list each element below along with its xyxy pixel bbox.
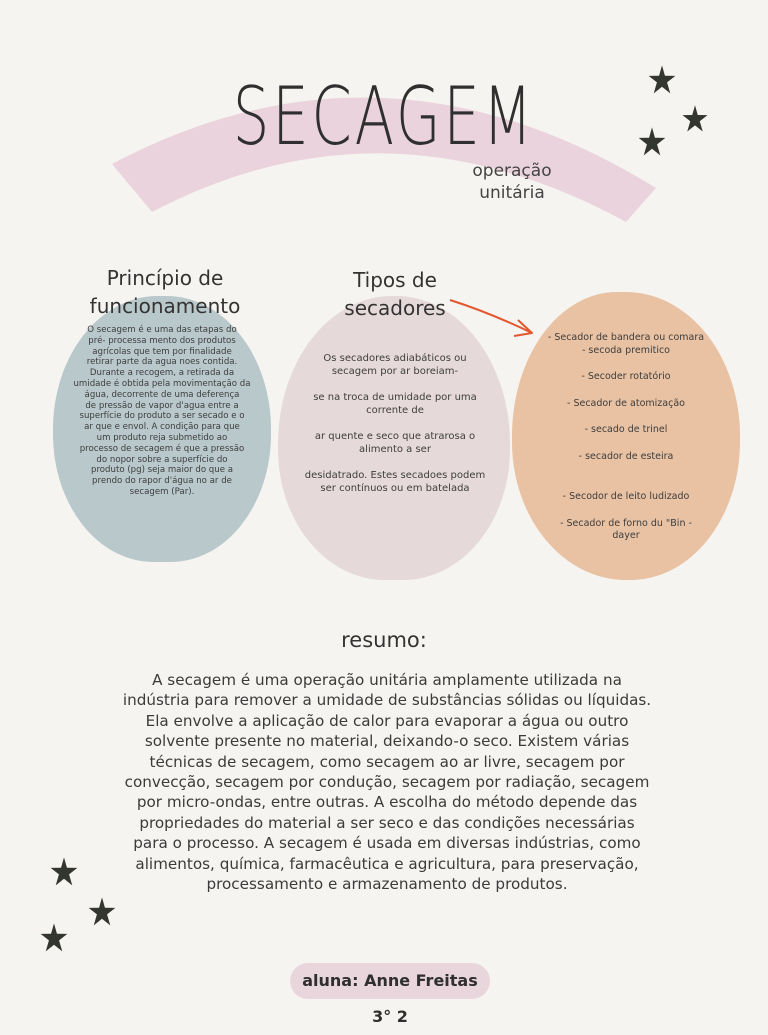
star-icon — [48, 856, 80, 888]
page-subtitle: operação unitária — [472, 161, 552, 203]
types-text — [300, 352, 490, 508]
star-icon — [38, 922, 70, 954]
types-paragraph: desidatrado. Estes secadoes podem ser contínuos ou em batelada — [304, 470, 486, 494]
list-item: - Secodor de leito ludizado — [562, 491, 690, 502]
summary-heading: resumo: — [341, 628, 427, 652]
principle-text: O secagem é e uma das etapas do pré- processa mento dos produtos agrícolas que tem por finalidade retirar parte da agua noes contida. Durante a recogem, a retirada da umidade é obtida pela movimentação da água, decorrente de uma deferença de pressão de vapor d'agua entre a superfície do produto a ser secado e o ar que e envol. A condição para que um produto reja submetido ao processo de secagem é que a pressão do nopor sobre a superfície do produto (pg) seja maior do que a prendo do rapor d'água no ar de secagem (Par). — [73, 325, 251, 497]
list-item: - Secador de forno du "Bin - dayer — [560, 517, 692, 541]
list-item: - Secoder rotatório — [581, 371, 671, 382]
list-item: - Secador de atomização — [567, 397, 685, 409]
types-paragraph: se na troca de umidade por uma corrente de — [313, 392, 477, 416]
dryer-list — [530, 332, 722, 543]
list-item: - secado de trinel — [584, 424, 668, 435]
types-heading: Tipos de secadores — [344, 268, 446, 320]
summary-text: A secagem é uma operação unitária amplamente utilizada na indústria para remover a umidade de substâncias sólidas ou líquidas. Ela envolve a aplicação de calor para evaporar a água ou outro solvente presente no material, deixando-o seco. Existem várias técnicas de secagem, como secagem ao ar livre, secagem por convecção, secagem por condução, secagem por radiação, secagem por micro-ondas, entre outras. A escolha do método depende das propriedades do material a ser seco e das condições necessárias para o processo. A secagem é usada em diversas indústrias, como alimentos, química, farmacêutica e agricultura, para preservação, processamento e armazenamento de produtos. — [122, 671, 652, 894]
star-icon — [680, 104, 710, 134]
principle-heading: Princípio de funcionamento — [89, 266, 241, 318]
student-name: aluna: Anne Freitas 3° 2 — [302, 971, 478, 1026]
list-item: - secador de esteira — [578, 450, 674, 462]
types-paragraph: Os secadores adiabáticos ou secagem por ar boreiam- — [323, 353, 467, 377]
types-paragraph: ar quente e seco que atrarosa o alimento a ser — [314, 431, 476, 455]
arrow-icon — [448, 292, 538, 344]
list-item: - Secador de bandera ou comara - secoda premitico — [547, 332, 705, 356]
page-title: SECAGEM — [232, 70, 536, 163]
star-icon — [86, 896, 118, 928]
